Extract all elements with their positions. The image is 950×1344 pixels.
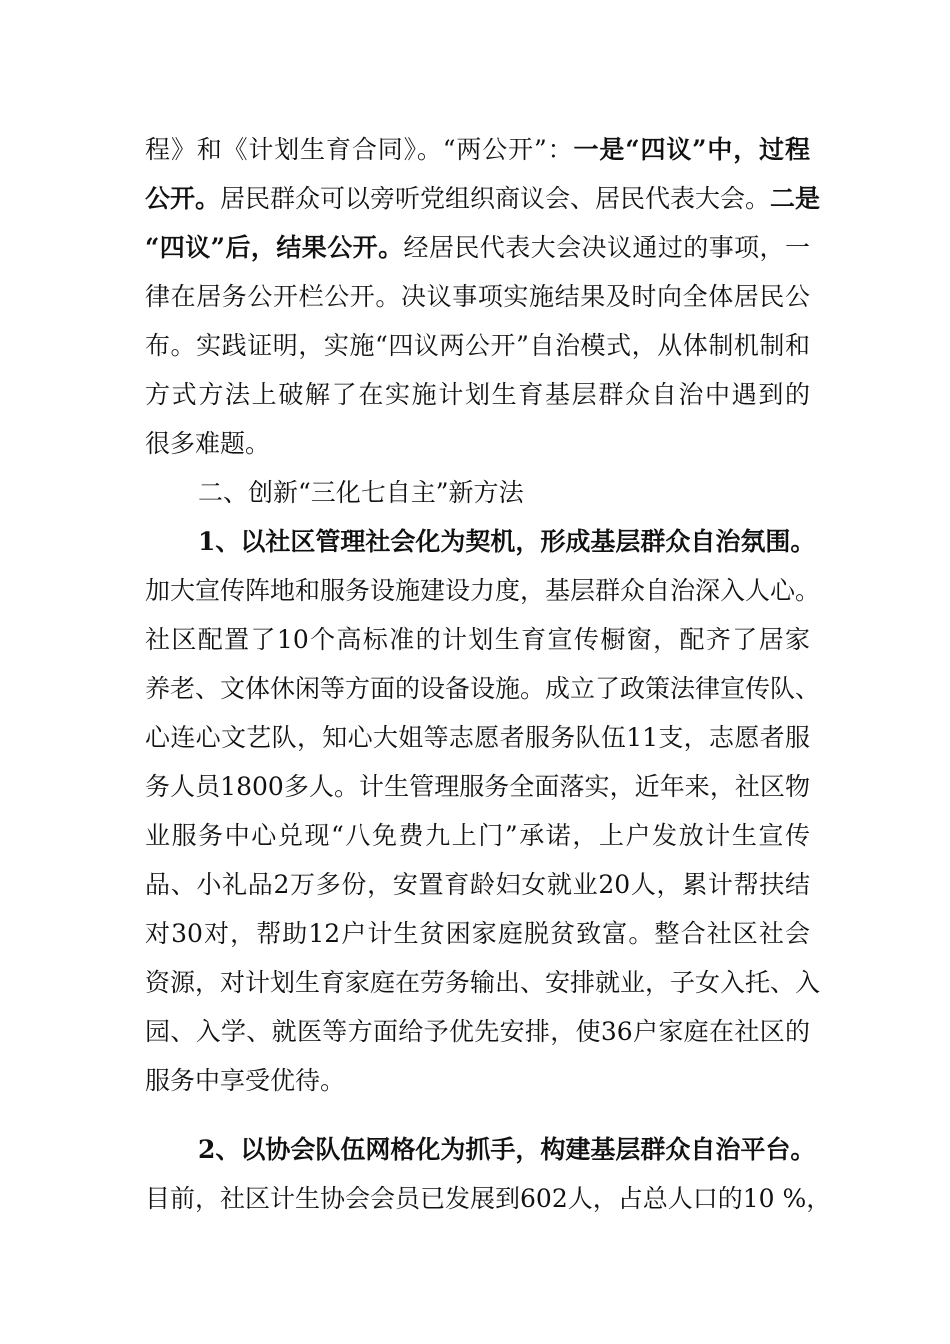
text-line	[145, 179, 821, 219]
text-line	[145, 130, 810, 170]
text-line: 社区配置了10个高标准的计划生育宣传橱窗，配齐了居家	[145, 625, 810, 654]
text-line: 很多难题。	[145, 429, 271, 458]
text-segment: 居民群众可以旁听党组织商议会、居民代表大会。	[220, 184, 771, 213]
text-line: 品、小礼品2万多份，安置育龄妇女就业20人，累计帮扶结	[145, 870, 810, 899]
text-line: 布。实践证明，实施“四议两公开”自治模式，从体制机制和	[145, 331, 810, 360]
text-line: 对30对，帮助12户计生贫困家庭脱贫致富。整合社区社会	[145, 919, 810, 948]
text-segment: 程》和《计划生育合同》。“两公开”：	[145, 135, 574, 164]
text-line: 园、入学、就医等方面给予优先安排，使36户家庭在社区的	[145, 1017, 810, 1046]
text-segment: 经居民代表大会决议通过的事项，一	[403, 233, 810, 262]
text-line	[145, 228, 810, 268]
bold-text-segment: 二是	[770, 184, 821, 213]
text-line: 养老、文体休闲等方面的设备设施。成立了政策法律宣传队、	[145, 674, 821, 703]
text-line: 业服务中心兑现“八免费九上门”承诺，上户发放计生宣传	[145, 821, 810, 850]
subsection-heading: 1、以社区管理社会化为契机，形成基层群众自治氛围。	[198, 527, 816, 556]
bold-text-segment: “四议”后，结果公开。	[145, 233, 404, 262]
bold-text-segment: 公开。	[145, 184, 221, 213]
text-line: 加大宣传阵地和服务设施建设力度，基层群众自治深入人心。	[145, 576, 821, 605]
text-line: 服务中享受优待。	[145, 1066, 346, 1095]
section-heading: 二、创新“三化七自主”新方法	[198, 478, 524, 507]
text-line: 资源，对计划生育家庭在劳务输出、安排就业，子女入托、入	[145, 968, 821, 997]
subsection-heading: 2、以协会队伍网格化为抓手，构建基层群众自治平台。	[198, 1135, 816, 1164]
text-line: 目前，社区计生协会会员已发展到602人，占总人口的10 %，	[145, 1184, 832, 1213]
text-line: 务人员1800多人。计生管理服务全面落实，近年来，社区物	[145, 772, 810, 801]
text-line: 方式方法上破解了在实施计划生育基层群众自治中遇到的	[145, 380, 810, 409]
bold-text-segment: 一是“四议”中，过程	[573, 135, 810, 164]
text-line: 心连心文艺队，知心大姐等志愿者服务队伍11支，志愿者服	[145, 723, 810, 752]
text-line: 律在居务公开栏公开。决议事项实施结果及时向全体居民公	[145, 282, 810, 311]
